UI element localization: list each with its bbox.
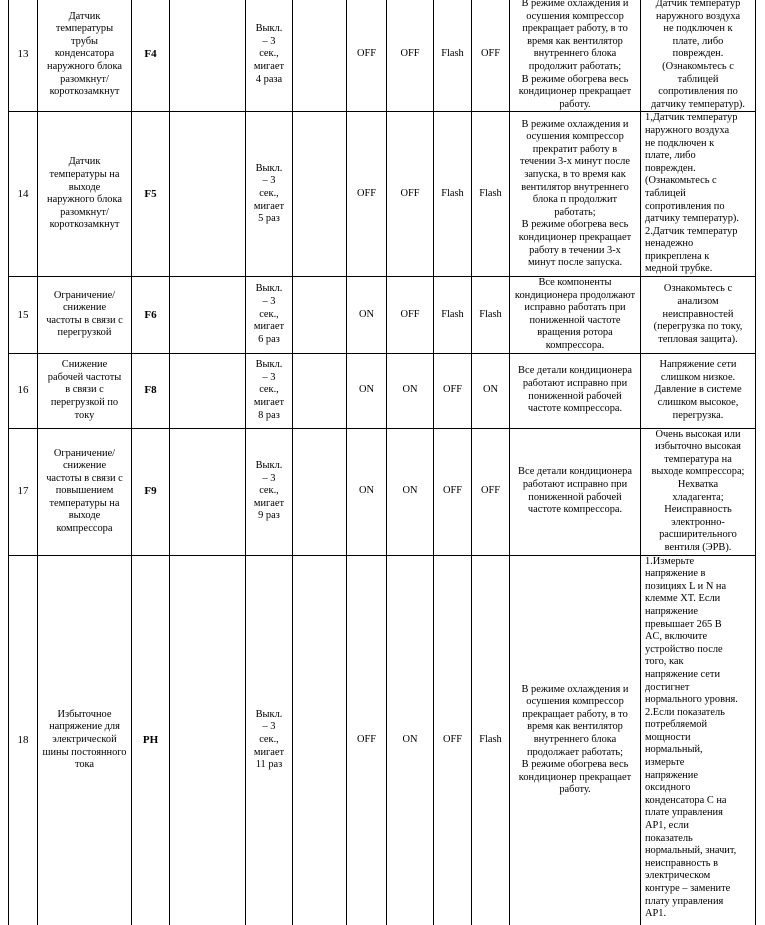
led-4-state: Flash: [472, 112, 510, 277]
table-body: [9, 0, 756, 925]
unit-status: [510, 428, 641, 555]
text-line: температуры: [55, 23, 114, 35]
possible-cause: [641, 353, 756, 428]
text-line: медной трубке.: [645, 263, 713, 275]
text-line: выходе: [68, 181, 101, 193]
text-line: Нехватка: [677, 479, 719, 490]
text-line: рабочей частоты: [47, 371, 122, 383]
text-line: (Ознакомьтесь с: [645, 175, 717, 187]
error-description: [38, 555, 132, 925]
led-2-state: ON: [387, 428, 434, 555]
led-2-state: ON: [387, 353, 434, 428]
led-1-state: ON: [347, 353, 387, 428]
error-description: [38, 353, 132, 428]
text-line: 9 раз: [258, 510, 280, 522]
unit-status: [510, 277, 641, 354]
led-3-state: OFF: [434, 353, 472, 428]
text-line: температуры на: [49, 169, 120, 181]
led-4-state: Flash: [472, 555, 510, 925]
indicator-signal: [246, 353, 293, 428]
text-line: плате, либо: [672, 35, 724, 47]
text-line: 11 раз: [255, 759, 283, 771]
empty-cell: [170, 555, 246, 925]
text-line: устройство после: [645, 643, 723, 655]
text-line: Выкл.: [255, 23, 283, 35]
text-line: плате, либо: [645, 150, 696, 162]
text-line: наружного блока: [47, 60, 122, 72]
led-1-state: OFF: [347, 0, 387, 112]
error-description: [38, 428, 132, 555]
text-line: мигает: [253, 746, 285, 758]
text-line: Все детали кондиционера: [518, 365, 632, 377]
text-line: хладагента;: [672, 491, 724, 503]
text-line: пониженной частоте: [529, 314, 621, 326]
text-line: вентиля (ЭРВ).: [664, 541, 732, 553]
led-4-state: OFF: [472, 428, 510, 555]
text-line: слишком высокое,: [657, 396, 739, 408]
text-line: Снижение: [61, 359, 108, 371]
text-line: осушения компрессор: [526, 131, 624, 143]
text-line: 1,Датчик температур: [645, 112, 738, 124]
text-line: оксидного: [645, 782, 691, 794]
text-line: наружного воздуха: [645, 124, 730, 136]
text-line: напряжение для: [49, 721, 120, 733]
text-line: вращения ротора: [537, 327, 613, 339]
text-line: разомкнут/: [60, 73, 109, 85]
text-line: поврежден.: [645, 162, 696, 174]
text-line: Датчик температур: [655, 0, 741, 9]
empty-cell: [293, 277, 347, 354]
text-line: ненадежно: [645, 238, 694, 250]
led-2-state: ON: [387, 555, 434, 925]
text-line: короткозамкнут: [49, 219, 120, 231]
unit-status: [510, 555, 641, 925]
text-line: достигнет: [645, 681, 690, 693]
text-line: кондиционер прекращает: [518, 86, 632, 98]
text-line: напряжение: [645, 769, 698, 781]
text-line: мигает: [253, 60, 285, 72]
text-line: внутреннего блока: [533, 48, 617, 60]
error-code: F4: [132, 0, 170, 112]
text-line: выходе: [68, 510, 101, 522]
error-code: F9: [132, 428, 170, 555]
text-line: шины постоянного: [42, 746, 127, 758]
text-line: не подключен к: [645, 137, 715, 149]
text-line: напряжение сети: [645, 668, 721, 680]
led-2-state: OFF: [387, 112, 434, 277]
table-row: [9, 353, 756, 428]
empty-cell: [293, 555, 347, 925]
text-line: блока п продолжит: [532, 194, 618, 206]
text-line: Датчик: [68, 156, 101, 168]
empty-cell: [170, 277, 246, 354]
text-line: В режиме охлаждения и: [521, 0, 629, 9]
text-line: работают исправно при: [522, 479, 628, 490]
empty-cell: [170, 0, 246, 112]
text-line: кондиционер прекращает: [518, 231, 632, 243]
text-line: трубы: [70, 35, 99, 47]
text-line: показатель: [645, 832, 693, 844]
text-line: сек.,: [259, 485, 279, 497]
table-row: [9, 277, 756, 354]
text-line: мигает: [253, 396, 285, 408]
text-line: Выкл.: [255, 708, 283, 720]
text-line: Все детали кондиционера: [518, 466, 632, 478]
text-line: потребляемой: [645, 719, 708, 731]
text-line: тепловая защита).: [658, 333, 738, 345]
error-codes-table: [8, 0, 756, 925]
text-line: компрессора.: [545, 340, 605, 352]
indicator-signal: [246, 277, 293, 354]
text-line: продолжает работать;: [526, 746, 624, 758]
text-line: перегрузкой по: [50, 396, 119, 408]
text-line: того, как: [645, 656, 684, 668]
text-line: – 3: [262, 472, 276, 484]
led-1-state: ON: [347, 428, 387, 555]
empty-cell: [293, 0, 347, 112]
text-line: таблицей: [677, 73, 719, 85]
text-line: Выкл.: [255, 460, 283, 472]
led-3-state: Flash: [434, 112, 472, 277]
text-line: (Ознакомьтесь с: [662, 60, 734, 72]
text-line: AP1, если: [645, 820, 689, 832]
text-line: прикреплена к: [645, 250, 710, 262]
led-3-state: Flash: [434, 0, 472, 112]
text-line: Выкл.: [255, 359, 283, 371]
text-line: Избыточное: [57, 708, 112, 720]
error-description: [38, 0, 132, 112]
led-3-state: OFF: [434, 428, 472, 555]
led-1-state: ON: [347, 277, 387, 354]
text-line: перегрузкой: [57, 327, 112, 339]
text-line: тока: [74, 759, 95, 771]
text-line: 2.Датчик температур: [645, 225, 738, 237]
text-line: 1.Измерьте: [645, 555, 695, 567]
text-line: мигает: [253, 200, 285, 212]
text-line: Ознакомьтесь с: [663, 283, 733, 295]
text-line: пониженной рабочей: [528, 491, 622, 503]
text-line: температура на: [664, 453, 732, 465]
text-line: – 3: [262, 295, 276, 307]
text-line: частоте компрессора.: [527, 403, 623, 415]
text-line: выходе компрессора;: [651, 466, 745, 478]
text-line: работу в течении 3-х: [529, 244, 621, 256]
led-2-state: OFF: [387, 0, 434, 112]
error-code: F5: [132, 112, 170, 277]
text-line: повышением: [55, 485, 114, 497]
text-line: плату управления: [645, 895, 724, 907]
led-3-state: OFF: [434, 555, 472, 925]
row-number: 15: [9, 277, 38, 354]
text-line: AP1.: [645, 908, 667, 920]
empty-cell: [293, 428, 347, 555]
text-line: осушения компрессор: [526, 10, 624, 22]
text-line: 2.Если показатель: [645, 706, 725, 718]
text-line: электронно-: [671, 516, 725, 528]
text-line: сек.,: [259, 308, 279, 320]
text-line: конденсатора С на: [645, 794, 727, 806]
empty-cell: [293, 112, 347, 277]
text-line: неисправность в: [645, 857, 719, 869]
text-line: AC, включите: [645, 631, 708, 643]
text-line: внутреннего блока: [533, 734, 617, 746]
text-line: работать;: [554, 206, 596, 218]
led-4-state: OFF: [472, 0, 510, 112]
text-line: мощности: [645, 731, 691, 743]
error-description: [38, 277, 132, 354]
text-line: Ограничение/: [53, 289, 116, 301]
text-line: мигает: [253, 321, 285, 333]
text-line: Ограничение/: [53, 447, 116, 459]
row-number: 14: [9, 112, 38, 277]
text-line: время как вентилятор: [527, 721, 623, 733]
text-line: анализом: [677, 295, 719, 307]
table-row: [9, 112, 756, 277]
text-line: минут после запуска.: [527, 257, 623, 269]
possible-cause: [641, 0, 756, 112]
text-line: снижение: [62, 460, 107, 472]
text-line: сопротивления по: [658, 86, 738, 98]
document-page: [8, 0, 756, 925]
indicator-signal: [246, 555, 293, 925]
table-row: [9, 555, 756, 925]
indicator-signal: [246, 428, 293, 555]
text-line: конденсатора: [54, 48, 115, 60]
text-line: таблицей: [645, 187, 686, 199]
text-line: сопротивления по: [645, 200, 725, 212]
empty-cell: [170, 428, 246, 555]
text-line: сек.,: [259, 48, 279, 60]
empty-cell: [170, 353, 246, 428]
text-line: Давление в системе: [654, 384, 742, 396]
row-number: 13: [9, 0, 38, 112]
text-line: сек.,: [259, 384, 279, 396]
unit-status: [510, 353, 641, 428]
text-line: частоты в связи с: [46, 472, 123, 484]
text-line: компрессора: [56, 523, 113, 535]
text-line: 5 раз: [258, 213, 280, 225]
text-line: В режиме обогрева весь: [521, 73, 629, 85]
text-line: перегрузка.: [672, 409, 724, 421]
text-line: течении 3-х минут после: [520, 156, 630, 168]
text-line: датчику температур).: [651, 98, 745, 110]
possible-cause: [641, 277, 756, 354]
error-code: PH: [132, 555, 170, 925]
text-line: В режиме охлаждения и: [521, 683, 629, 695]
text-line: разомкнут/: [60, 206, 109, 218]
text-line: частоте компрессора.: [527, 504, 623, 516]
text-line: (перегрузка по току,: [653, 321, 743, 333]
text-line: прекращает работу, в то: [522, 708, 628, 720]
text-line: В режиме обогрева весь: [521, 759, 629, 771]
text-line: поврежден.: [672, 48, 724, 60]
row-number: 16: [9, 353, 38, 428]
indicator-signal: [246, 112, 293, 277]
text-line: вентилятор внутреннего: [521, 181, 629, 193]
text-line: частоты в связи с: [46, 314, 123, 326]
text-line: нормальный,: [645, 744, 703, 756]
possible-cause: [641, 428, 756, 555]
text-line: позициях L и N на: [645, 580, 727, 592]
table-row: [9, 428, 756, 555]
text-line: температуры на: [49, 497, 120, 509]
text-line: расширительного: [659, 529, 737, 541]
text-line: плате управления: [645, 807, 723, 819]
text-line: В режиме охлаждения и: [521, 118, 629, 130]
text-line: напряжение в: [645, 568, 706, 580]
row-number: 17: [9, 428, 38, 555]
text-line: Выкл.: [255, 162, 283, 174]
text-line: клемме XT. Если: [645, 593, 721, 605]
text-line: слишком низкое.: [660, 371, 736, 383]
text-line: контуре – замените: [645, 883, 731, 894]
text-line: осушения компрессор: [526, 696, 624, 708]
text-line: не подключен к: [663, 23, 733, 35]
text-line: Напряжение сети: [659, 359, 737, 371]
possible-cause: [641, 112, 756, 277]
text-line: нормальный, значит,: [645, 845, 737, 857]
text-line: 6 раз: [258, 333, 280, 345]
led-1-state: OFF: [347, 112, 387, 277]
text-line: работают исправно при: [522, 378, 628, 390]
text-line: работу.: [559, 784, 591, 796]
text-line: время как вентилятор: [527, 35, 623, 47]
error-code: F6: [132, 277, 170, 354]
text-line: напряжение: [645, 605, 698, 617]
unit-status: [510, 112, 641, 277]
text-line: избыточно высокая: [655, 441, 741, 453]
led-2-state: OFF: [387, 277, 434, 354]
text-line: снижение: [62, 302, 107, 314]
text-line: в связи с: [65, 384, 104, 396]
text-line: Неисправность: [664, 504, 732, 516]
text-line: Выкл.: [255, 283, 283, 295]
empty-cell: [293, 353, 347, 428]
text-line: Все компоненты: [538, 277, 612, 289]
empty-cell: [170, 112, 246, 277]
text-line: исправно работать при: [524, 302, 626, 314]
text-line: – 3: [262, 371, 276, 383]
text-line: неисправностей: [662, 308, 734, 320]
indicator-signal: [246, 0, 293, 112]
text-line: наружного воздуха: [655, 10, 741, 22]
text-line: короткозамкнут: [49, 86, 120, 98]
text-line: – 3: [262, 35, 276, 47]
unit-status: [510, 0, 641, 112]
text-line: запуска, в то время как: [524, 169, 626, 181]
text-line: кондиционер прекращает: [518, 771, 632, 783]
error-code: F8: [132, 353, 170, 428]
possible-cause: [641, 555, 756, 925]
text-line: мигает: [253, 497, 285, 509]
text-line: – 3: [262, 721, 276, 733]
led-4-state: Flash: [472, 277, 510, 354]
text-line: 4 раза: [255, 73, 283, 85]
text-line: Очень высокая или: [655, 428, 741, 440]
text-line: сек.,: [259, 734, 279, 746]
row-number: 18: [9, 555, 38, 925]
text-line: работу.: [559, 98, 591, 110]
text-line: В режиме обогрева весь: [521, 219, 629, 231]
text-line: превышает 265 В: [645, 618, 722, 630]
text-line: пониженной рабочей: [528, 390, 622, 402]
led-3-state: Flash: [434, 277, 472, 354]
table-row: [9, 0, 756, 112]
led-1-state: OFF: [347, 555, 387, 925]
text-line: кондиционера продолжают: [514, 289, 636, 301]
text-line: Датчик: [68, 10, 101, 22]
text-line: электрической: [52, 734, 117, 746]
text-line: 8 раз: [258, 409, 280, 421]
text-line: датчику температур).: [645, 213, 739, 225]
text-line: прекращает работу, в то: [522, 23, 628, 35]
error-description: [38, 112, 132, 277]
text-line: электрическом: [645, 870, 711, 882]
text-line: прекратит работу в: [532, 143, 618, 155]
text-line: нормального уровня.: [645, 694, 738, 706]
led-4-state: ON: [472, 353, 510, 428]
text-line: сек.,: [259, 187, 279, 199]
text-line: наружного блока: [47, 194, 122, 206]
text-line: – 3: [262, 175, 276, 187]
text-line: току: [74, 409, 95, 421]
text-line: продолжит работать;: [528, 60, 622, 72]
text-line: измерьте: [645, 757, 685, 769]
